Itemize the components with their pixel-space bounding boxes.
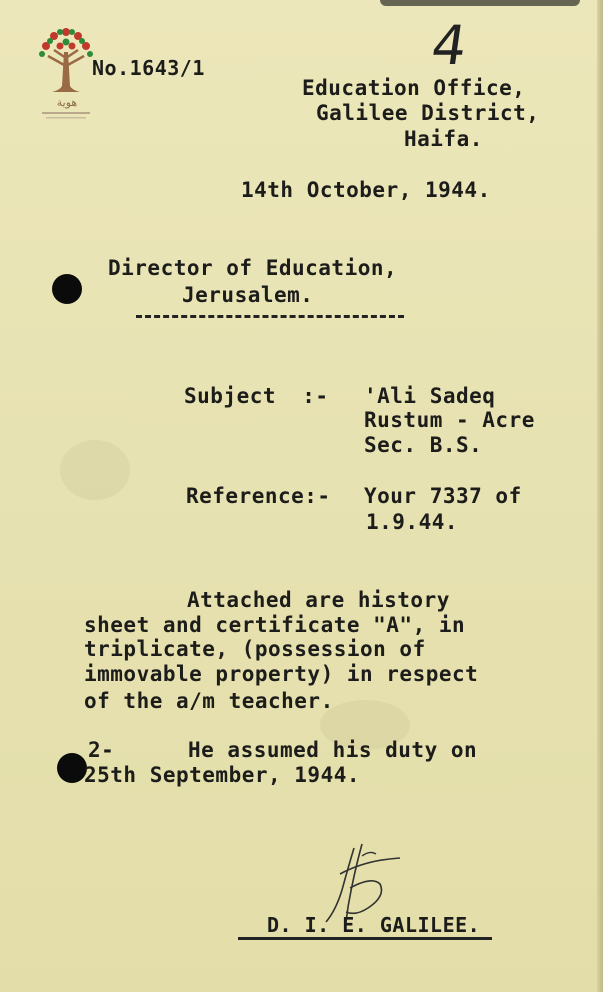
page-top-edge: [380, 0, 580, 6]
paper-stain: [60, 440, 130, 500]
reference-line: 1.9.44.: [366, 510, 459, 534]
signature-underline: [238, 937, 492, 940]
body-line: triplicate, (possession of: [84, 637, 426, 661]
paragraph-number: 2-: [88, 738, 115, 762]
recipient-line: Director of Education,: [108, 256, 398, 280]
sender-address-line: Education Office,: [302, 76, 526, 100]
reference-label: Reference:-: [186, 484, 331, 508]
subject-line: 'Ali Sadeq: [364, 384, 496, 408]
subject-label: Subject :-: [184, 384, 329, 408]
body-line: He assumed his duty on: [188, 738, 478, 762]
page-right-edge: [597, 0, 603, 992]
handwritten-page-number: 4: [427, 14, 471, 77]
logo-caption: هوية: [56, 96, 78, 109]
subject-line: Rustum - Acre: [364, 408, 535, 432]
file-number: No.1643/1: [92, 56, 205, 80]
dashed-divider: [136, 315, 404, 318]
punch-hole: [57, 753, 87, 783]
letter-date: 14th October, 1944.: [241, 178, 491, 202]
reference-line: Your 7337 of: [364, 484, 522, 508]
body-line: of the a/m teacher.: [84, 689, 334, 713]
subject-line: Sec. B.S.: [364, 433, 483, 457]
signature-block: D. I. E. GALILEE.: [267, 913, 481, 937]
body-line: sheet and certificate "A", in: [84, 613, 466, 637]
sender-address-line: Galilee District,: [316, 101, 540, 125]
body-line: immovable property) in respect: [84, 662, 479, 686]
punch-hole: [52, 274, 82, 304]
body-line: 25th September, 1944.: [84, 763, 361, 787]
sender-address-line: Haifa.: [404, 127, 483, 151]
recipient-line: Jerusalem.: [182, 283, 314, 307]
tree-logo-icon: [34, 24, 98, 136]
body-line: Attached are history: [187, 588, 450, 612]
